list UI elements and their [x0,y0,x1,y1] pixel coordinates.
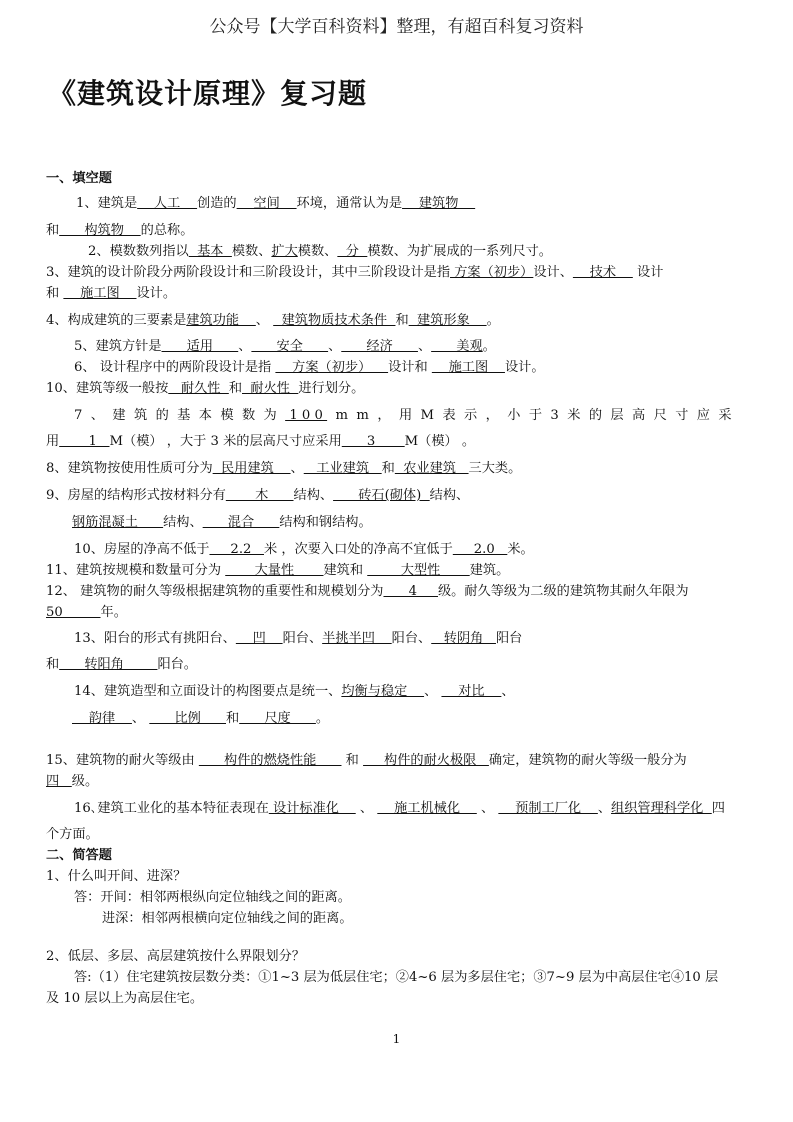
text-span: 、 [328,339,342,354]
answer-blank: 扩大 [271,244,298,259]
text-span: 13、阳台的形式有挑阳台、 [74,631,236,646]
text-span: 和 [46,223,60,238]
text-span: 进深：相邻两根横向定位轴线之间的距离。 [102,911,353,926]
answer-blank: 方案（初步） [275,360,389,375]
text-span: 尺 [653,408,667,423]
text-span: 环境，通常认为是 [296,196,403,211]
text-span: 、 [131,711,150,726]
text-line [46,380,364,398]
text-span: 、 [238,339,252,354]
text-span: 、 [355,801,378,816]
text-span: 设计、 [533,265,573,280]
text-span: 阳台、 [282,631,323,646]
text-span: 、 [90,408,104,423]
answer-blank: 构件的燃烧性能 [198,753,342,768]
text-line [72,514,372,532]
answer-blank: 大型性 [367,563,470,578]
text-span: 和 [341,753,364,768]
text-span: 一、填空题 [46,171,112,186]
text-span: 本 [198,408,212,423]
text-span: 三大类。 [468,461,522,476]
page-header: 公众号【大学百科资料】整理，有超百科复习资料 [209,17,584,37]
answer-blank: 大量性 [225,563,324,578]
text-line [46,433,475,451]
text-span: M（模） ，大于 3 米的层高尺寸应采用 [109,434,342,449]
text-span: 、 [424,684,442,699]
answer-blank: 安全 [251,339,329,354]
text-span: 。 [486,313,500,328]
answer-blank: 耐火性 [242,381,299,396]
text-span: 和 [46,286,64,301]
answer-blank: 建筑物 [402,196,476,211]
text-span: m [335,408,349,423]
text-span: 10、建筑等级一般按 [46,381,169,396]
document-title: 《建筑设计原理》复习题 [48,77,368,110]
text-line [74,800,725,818]
answer-blank: 2.0 [452,542,508,557]
text-span: M（模） 。 [404,434,476,449]
answer-blank: 施工图 [63,286,137,301]
text-span: 8、建筑物按使用性质可分为 [46,461,213,476]
section-heading [46,847,112,865]
answer-blank: 施工图 [431,360,505,375]
answer-blank: 钢筋混凝土 [72,515,164,530]
text-span: 的总称。 [140,223,194,238]
text-span: 四 [711,801,725,816]
answer-blank: 构件的耐火极限 [363,753,489,768]
text-span: 。 [482,339,496,354]
text-line [46,285,176,303]
text-span: 高 [632,408,646,423]
text-line [76,195,475,213]
text-span: 设计。 [136,286,177,301]
answer-blank: 适用 [161,339,239,354]
text-line [102,910,353,928]
text-span: 建 [112,408,126,423]
answer-blank: 组织管理科学化 [611,801,712,816]
answer-blank: 比例 [149,711,226,726]
text-span: 结构和钢结构。 [279,515,372,530]
text-span: 阳台 [495,631,523,646]
text-line [74,541,534,559]
answer-blank: 1 0 0 [285,408,328,423]
answer-blank: 施工机械化 [377,801,477,816]
text-span: 结构、 [429,488,470,503]
answer-blank: 凹 [235,631,283,646]
text-line [46,868,186,886]
text-span: 数 [241,408,256,423]
answer-blank: 转阴角 [431,631,496,646]
text-span: 及 10 层以上为高层住宅。 [46,991,204,1006]
text-span: 和 [228,381,242,396]
text-line [46,312,500,330]
text-span: ， [377,408,391,423]
answer-blank: 3 [341,434,405,449]
text-line [74,889,351,907]
answer-blank: 民用建筑 [212,461,291,476]
text-line [46,990,203,1008]
text-span: 3 [550,408,559,423]
section-heading [46,170,112,188]
text-span: 1、什么叫开间、进深？ [46,869,187,884]
answer-blank: 四 [46,774,72,789]
answer-blank: 建筑形象 [408,313,487,328]
text-span: 建筑和 [323,563,368,578]
text-span: 的 [155,408,169,423]
text-span: 设计和 [388,360,432,375]
answer-blank: 混合 [202,515,280,530]
answer-blank: 预制工厂化 [498,801,598,816]
answer-blank: 4 [383,584,438,599]
text-span: 模 [220,408,234,423]
text-span: 年。 [100,605,127,620]
text-span: 筑 [133,408,148,423]
text-span: 、 [255,313,274,328]
answer-blank: 韵律 [72,711,132,726]
text-line [46,583,689,601]
text-span: 11、建筑按规模和数量可分为 [46,563,226,578]
text-span: 个方面。 [46,827,99,842]
answer-blank: 均衡与稳定 [341,684,425,699]
text-span: 用 [398,408,413,423]
text-span: 级。耐久等级为二级的建筑物其耐久年限为 [438,584,689,599]
text-line [88,243,552,261]
text-span: 6、 设计程序中的两阶段设计是指 [74,360,276,375]
text-span: 结构、 [163,515,203,530]
text-line [46,752,687,770]
text-span: 12、 建筑物的耐久等级根据建筑物的重要性和规模划分为 [46,584,384,599]
text-span: 、 [417,339,432,354]
text-line [74,359,545,377]
text-span: ， [485,408,499,423]
text-span: 阳台、 [391,631,432,646]
answer-blank: 转阳角 [59,657,158,672]
answer-blank: 50 [46,605,101,620]
answer-blank: 农业建筑 [394,461,469,476]
text-span: 基 [177,408,191,423]
answer-blank: 1 [59,434,110,449]
text-span: 9、房屋的结构形式按材料分有 [46,488,226,503]
page-number: 1 [392,1032,401,1046]
text-span: 10、房屋的净高不低于 [74,542,210,557]
text-line [46,948,305,966]
text-line [46,604,127,622]
answer-blank: 尺度 [239,711,316,726]
text-span: 采 [718,408,732,423]
text-span: 米。 [507,542,534,557]
text-span: 设计 [632,265,664,280]
text-span: 米 [567,408,581,423]
answer-blank: 方案（初步） [450,265,534,280]
answer-blank: 2.2 [209,542,264,557]
text-line [46,460,521,478]
text-span: 5、建筑方针是 [74,339,162,354]
text-span: 1、建筑是 [76,196,138,211]
text-line [46,562,509,580]
text-span: 表 [442,408,456,423]
text-span: 二、简答题 [46,848,112,863]
answer-blank: 工业建筑 [303,461,382,476]
text-line [74,338,496,356]
answer-blank: 耐久性 [168,381,229,396]
text-span: 15、建筑物的耐火等级由 [46,753,199,768]
text-span: 为 [263,408,277,423]
text-span: 层 [610,408,624,423]
text-span: 。 [315,711,330,726]
text-span: 米 ，次要入口处的净高不宜低于 [263,542,453,557]
text-span: 和 [226,711,240,726]
answer-blank: 木 [225,488,294,503]
text-span: 确定，建筑物的耐火等级一般分为 [488,753,687,768]
text-span: 示 [464,408,478,423]
answer-blank: 美观 [431,339,483,354]
text-span: 设计。 [504,360,545,375]
text-span: m [356,408,369,423]
text-span: 的 [588,408,602,423]
text-span: 3、建筑的设计阶段分两阶段设计和三阶段设计，其中三阶段设计是指 [46,265,451,280]
text-span: 和 [46,657,60,672]
text-span: 于 [528,408,543,423]
answer-blank: 建筑物质技术条件 [273,313,396,328]
text-span: 、 [290,461,304,476]
text-line [74,969,718,987]
text-span: 答：开间：相邻两根纵向定位轴线之间的距离。 [74,890,351,905]
text-span: 创造的 [197,196,237,211]
text-span: 、 [501,684,515,699]
text-line [46,222,193,240]
answer-blank: 构筑物 [59,223,141,238]
text-span: 级。 [71,774,99,789]
text-line [46,773,98,791]
answer-blank: 半挑半凹 [322,631,392,646]
answer-blank: 砖石(砌体) [333,488,430,503]
text-span: 2、模数数列指以 [88,244,189,259]
text-span: 、 [597,801,612,816]
answer-blank: 空间 [236,196,297,211]
text-span: 结构、 [293,488,334,503]
text-span: 应 [696,408,710,423]
text-span: 和 [395,313,409,328]
text-span: 模数、 [231,244,272,259]
answer-blank: 基本 [188,244,232,259]
answer-blank: 建筑功能 [186,313,256,328]
text-line [74,407,732,425]
text-span: 14、建筑造型和立面设计的构图要点是统一、 [74,684,342,699]
text-line [72,710,329,728]
answer-blank: 分 [337,244,368,259]
text-line [46,656,197,674]
text-span: 7 [74,408,83,423]
text-line [46,264,663,282]
text-line [74,630,522,648]
text-span: 模数、为扩展成的一系列尺寸。 [367,244,552,259]
text-span: 答:（1）住宅建筑按层数分类：①1~3 层为低层住宅；②4~6 层为多层住宅；③7~9 层为中高层住宅④10 层 [74,970,719,985]
text-line [74,683,515,701]
text-span: 进行划分。 [298,381,365,396]
answer-blank: 人工 [137,196,198,211]
text-span: 16､建筑工业化的基本特征表现在 [74,801,269,816]
text-line [46,826,99,844]
text-span: 寸 [675,408,689,423]
text-span: 和 [381,461,395,476]
text-span: 小 [507,408,521,423]
text-span: 用 [46,434,60,449]
answer-blank: 对比 [441,684,502,699]
text-span: 模数、 [297,244,338,259]
text-span: M [420,408,435,423]
text-span: 建筑。 [469,563,510,578]
answer-blank: 设计标准化 [268,801,356,816]
text-span: 阳台。 [157,657,197,672]
text-line [46,487,469,505]
text-span: 4、构成建筑的三要素是 [46,313,187,328]
text-span: 、 [476,801,499,816]
text-span: 2、低层、多层、高层建筑按什么界限划分？ [46,949,305,964]
answer-blank: 技术 [572,265,633,280]
answer-blank: 经济 [341,339,418,354]
